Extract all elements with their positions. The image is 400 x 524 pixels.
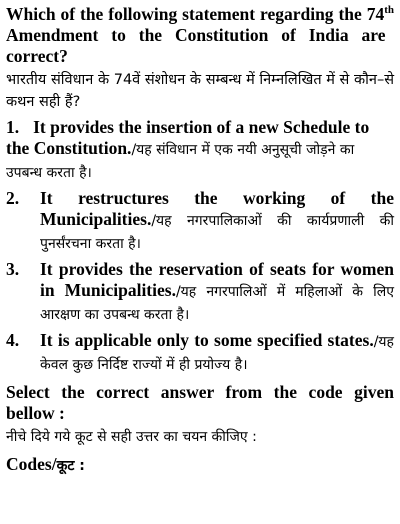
statement-hindi: /यह नगरपालिकाओं की कार्यप्रणाली की पुनर्संरचना करता है। bbox=[40, 213, 394, 252]
question-hindi: भारतीय संविधान के 74वें संशोधन के सम्बन्ध में निम्नलिखित में से कौन–से कथन सही हैं? bbox=[6, 72, 394, 110]
instruction-hindi: नीचे दिये गये कूट से सही उत्तर का चयन कीजिए : bbox=[6, 429, 257, 445]
question-superscript: th bbox=[384, 4, 394, 17]
statement-body bbox=[40, 188, 394, 255]
codes-label-english: Codes/ bbox=[6, 454, 57, 474]
statement-hindi: /यह नगरपालिओं में महिलाओं के लिए आरक्षण का उपबन्ध करता है। bbox=[40, 284, 394, 323]
statement-english: It is applicable only to some specified states. bbox=[40, 330, 374, 350]
statement-body bbox=[40, 259, 394, 326]
statement-english: It provides the reservation of seats for women in Municipalities. bbox=[40, 259, 394, 300]
codes-label-hindi: कूट : bbox=[56, 458, 85, 474]
question-document bbox=[6, 4, 394, 477]
statement-number: 1. bbox=[6, 117, 20, 137]
statement-body bbox=[40, 330, 394, 376]
question-text-part1: Which of the following statement regarding the 74 bbox=[6, 4, 385, 24]
statement-1 bbox=[6, 117, 394, 184]
statement-3 bbox=[6, 259, 394, 326]
question-english bbox=[6, 4, 394, 67]
statement-2 bbox=[6, 188, 394, 255]
statement-hindi: /यह केवल कुछ निर्दिष्ट राज्यों में ही प्रयोज्य है। bbox=[40, 334, 394, 373]
statement-english: It restructures the working of the Municipalities. bbox=[40, 188, 394, 229]
statement-body bbox=[6, 117, 369, 181]
statement-english: It provides the insertion of a new Schedule to the Constitution. bbox=[6, 117, 370, 158]
question-text-part2: Amendment to the Constitution of India are correct? bbox=[6, 25, 386, 66]
statement-hindi: /यह संविधान में एक नयी अनुसूची जोड़ने का उपबन्ध करता है। bbox=[6, 142, 355, 181]
statement-number: 3. bbox=[6, 259, 20, 279]
statement-number: 4. bbox=[6, 330, 20, 350]
instruction-english: Select the correct answer from the code given bellow : bbox=[6, 382, 394, 423]
codes-heading bbox=[6, 454, 394, 477]
statement-4 bbox=[6, 330, 394, 376]
statement-number: 2. bbox=[6, 188, 20, 208]
